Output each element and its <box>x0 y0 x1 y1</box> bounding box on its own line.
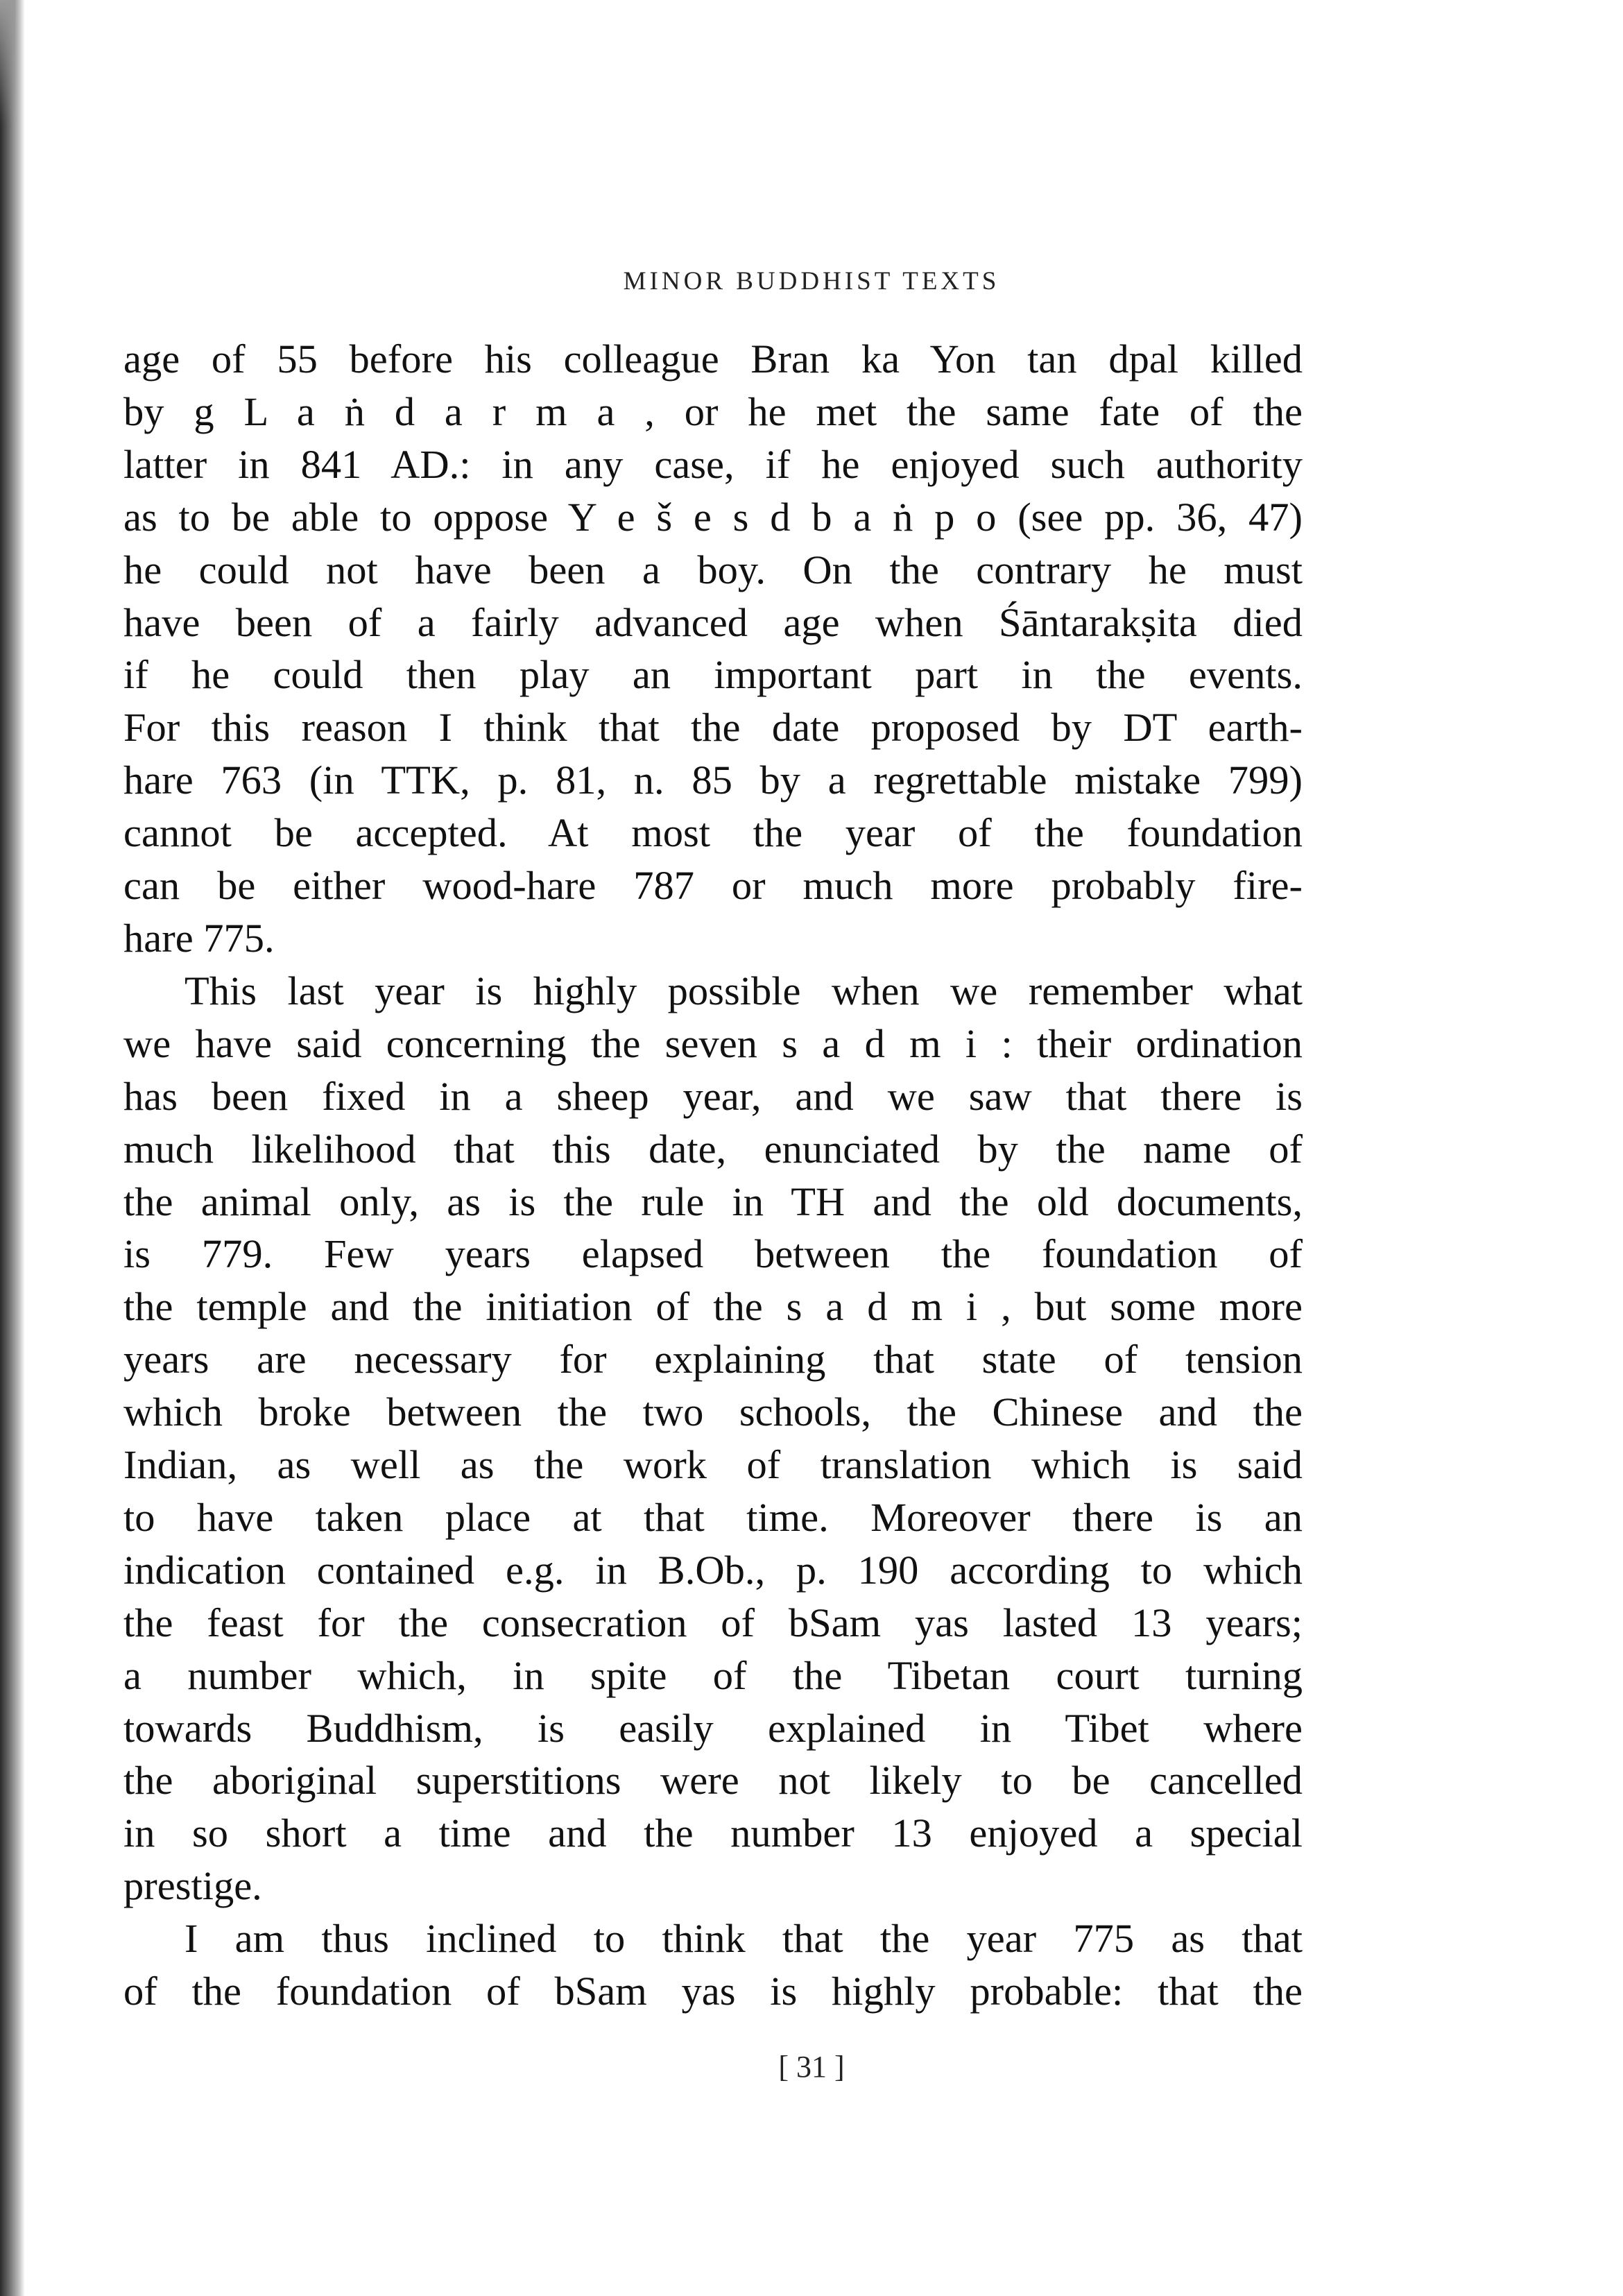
binding-edge <box>0 0 25 2296</box>
text-line: a number which, in spite of the Tibetan court turning <box>123 1652 1303 1698</box>
text-line: age of 55 before his colleague Bran ka Yon tan dpal killed <box>123 336 1303 382</box>
text-line: of the foundation of bSam yas is highly probable: that the <box>123 1969 1303 2014</box>
text-line: he could not have been a boy. On the contrary he must <box>123 547 1303 592</box>
text-line: which broke between the two schools, the Chinese and the <box>123 1389 1303 1435</box>
text-line: years are necessary for explaining that state of tension <box>123 1337 1303 1382</box>
page-number: [ 31 ] <box>778 2050 845 2084</box>
text-line: we have said concerning the seven s a d m i : their ordination <box>123 1020 1303 1066</box>
running-header: MINOR BUDDHIST TEXTS <box>623 267 1000 295</box>
text-line: indication contained e.g. in B.Ob., p. 190 according to which <box>123 1547 1303 1593</box>
text-line: Indian, as well as the work of translation which is said <box>123 1442 1303 1488</box>
text-line: can be either wood-hare 787 or much more probably fire- <box>123 863 1303 909</box>
text-line: much likelihood that this date, enunciated by the name of <box>123 1126 1303 1172</box>
text-line: hare 775. <box>123 915 275 961</box>
paragraph-first-line: This last year is highly possible when we remember what <box>184 968 1303 1013</box>
text-line: has been fixed in a sheep year, and we saw that there is <box>123 1073 1303 1119</box>
text-line: prestige. <box>123 1863 262 1909</box>
text-line: is 779. Few years elapsed between the foundation of <box>123 1231 1303 1277</box>
text-line: have been of a fairly advanced age when Śāntarakṣita died <box>123 599 1303 645</box>
text-line: as to be able to oppose Y e š e s d b a ṅ p o (see pp. 36, 47) <box>123 494 1303 540</box>
text-line: the feast for the consecration of bSam yas lasted 13 years; <box>123 1600 1303 1645</box>
text-line: hare 763 (in TTK, p. 81, n. 85 by a regrettable mistake 799) <box>123 757 1303 803</box>
body-text <box>123 333 1303 2018</box>
text-line: in so short a time and the number 13 enjoyed a special <box>123 1810 1303 1856</box>
text-line: if he could then play an important part in the events. <box>123 652 1303 698</box>
text-line: latter in 841 AD.: in any case, if he enjoyed such authority <box>123 441 1303 487</box>
text-line: the animal only, as is the rule in TH and the old documents, <box>123 1179 1303 1224</box>
binding-shadow <box>0 0 15 125</box>
text-line: towards Buddhism, is easily explained in Tibet where <box>123 1705 1303 1751</box>
text-line: by g L a ṅ d a r m a , or he met the same fate of the <box>123 388 1303 434</box>
text-line: cannot be accepted. At most the year of the foundation <box>123 810 1303 856</box>
text-line: to have taken place at that time. Moreover there is an <box>123 1494 1303 1540</box>
text-line: the temple and the initiation of the s a d m i , but some more <box>123 1284 1303 1330</box>
text-line: For this reason I think that the date proposed by DT earth- <box>123 705 1303 751</box>
paragraph-first-line: I am thus inclined to think that the year 775 as that <box>184 1916 1303 1962</box>
text-line: the aboriginal superstitions were not likely to be cancelled <box>123 1758 1303 1804</box>
